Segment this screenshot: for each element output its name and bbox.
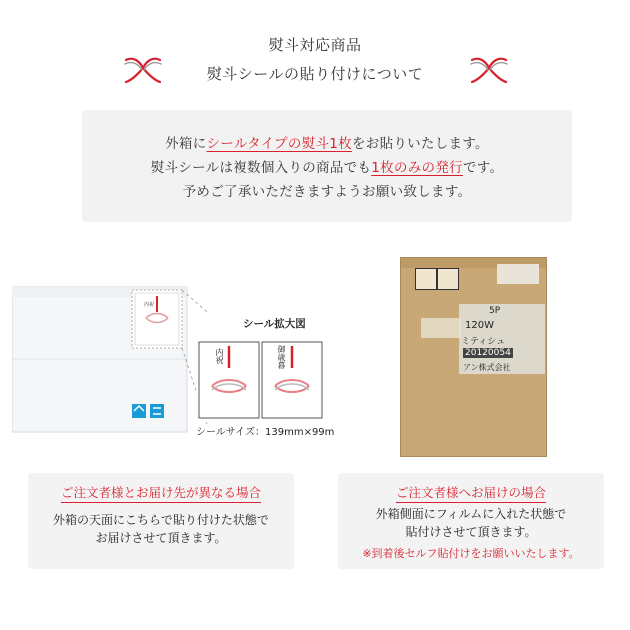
product-label-line-4: 20120054 [465, 348, 511, 358]
caption-left-title [28, 483, 294, 501]
sticker-size-label: シールサイズ：139mm×99m [196, 427, 335, 438]
product-label-line-2: 120W [465, 320, 494, 331]
product-label-line-5: アン株式会社 [463, 363, 511, 372]
caption-left-title-text: ご注文者様とお届け先が異なる場合 [61, 485, 261, 503]
product-label [459, 304, 545, 374]
caption-right-note: ※到着後セルフ貼付けをお願いいたします。 [362, 547, 580, 560]
header-title-line1: 熨斗対応商品 [268, 36, 362, 54]
notice-line-2-highlight: 1枚のみの発行 [371, 160, 463, 176]
caption-right-title-text: ご注文者様へお届けの場合 [396, 485, 546, 503]
enlarged-view-label: シール拡大図 [243, 318, 306, 330]
product-label-line-1: 5P [489, 306, 501, 316]
caption-left-box [28, 473, 294, 569]
ribbon-left-icon [120, 52, 166, 88]
notice-box [82, 110, 572, 222]
ribbon-right-icon [466, 52, 512, 88]
caption-right-line-2: 貼付けさせて頂きます。 [405, 525, 537, 539]
notice-line-3: 予めご了承いただきますようお願い致します。 [182, 184, 472, 200]
header-title-line2: 熨斗シールの貼り付けについて [206, 65, 424, 83]
notice-line-1-post: をお貼りいたします。 [351, 136, 489, 152]
film-reflection [421, 318, 461, 338]
cardboard-box-photo [400, 257, 547, 457]
svg-text:内祝: 内祝 [144, 302, 155, 308]
notice-line-1 [82, 132, 572, 152]
barcode-label [497, 264, 539, 284]
notice-line-2-pre: 熨斗シールは複数個入りの商品でも [150, 160, 372, 176]
caption-right-box [338, 473, 604, 569]
noshi-text-oseibo: 御歳暮 [277, 345, 286, 369]
product-label-line-3: ミティシュ [461, 337, 506, 347]
caption-right-line-1: 外箱側面にフィルムに入れた状態で [375, 507, 567, 521]
noshi-text-uchi-iwai: 内祝 [215, 348, 224, 364]
notice-line-2-post: です。 [462, 160, 504, 176]
notice-line-1-highlight: シールタイプの熨斗1枚 [206, 136, 352, 152]
this-side-up-symbol-icon [437, 268, 459, 290]
caption-left-line-1: 外箱の天面にこちらで貼り付けた状態で [53, 513, 269, 527]
fragile-symbol-icon [415, 268, 437, 290]
notice-line-2 [82, 156, 572, 176]
caption-right-title [338, 483, 604, 501]
caption-left-line-2: お届けさせて頂きます。 [95, 531, 227, 545]
notice-line-1-pre: 外箱に [165, 136, 207, 152]
